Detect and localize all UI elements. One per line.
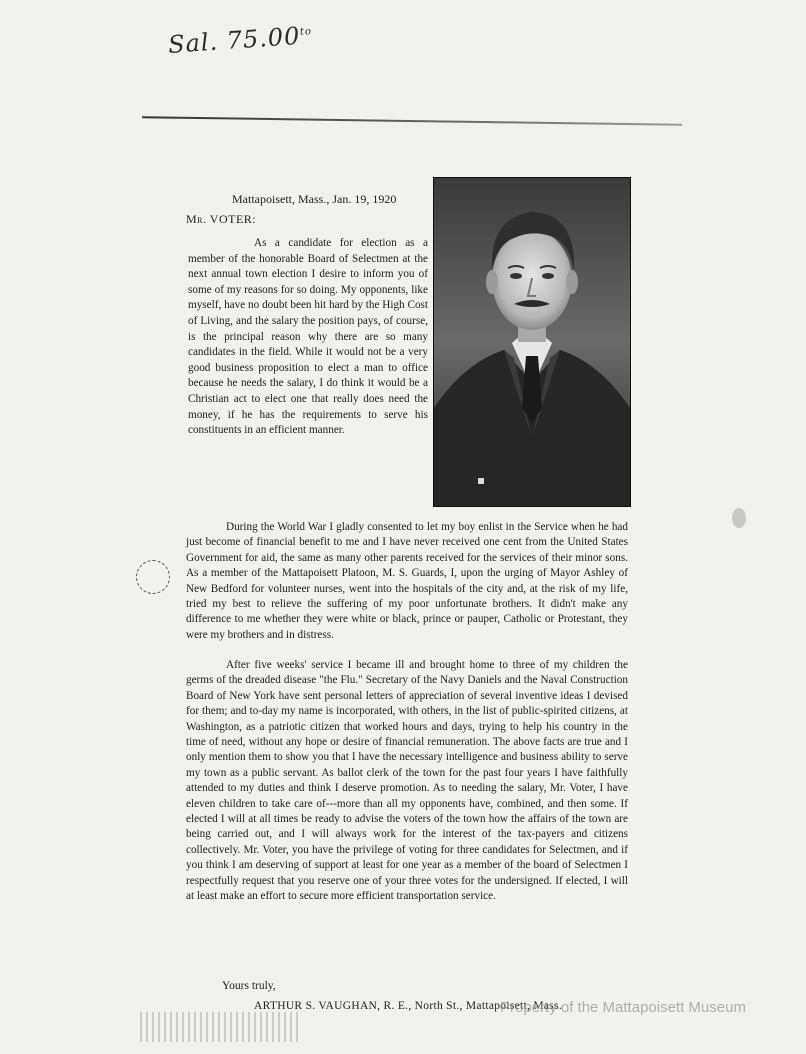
portrait-image <box>434 178 630 506</box>
candidate-portrait <box>433 177 631 507</box>
paragraph-qualifications: After five weeks' service I became ill and brought home to three of my children the germs of the dreaded disease "the Flu." Secretary of the Navy Daniels and the Naval Construction Board of New York have sent personal letters of appreciation of several inventive ideas I devised for them; and to-day my name is incorporated, with others, in the list of public-spirited citizens, at Washington, as a patriotic citizen that worked hours and days, trying to help his country in the time of need, without any hope or desire of financial remuneration. The above facts are true and I only mention them to show you that I have the necessary intelligence and business ability to serve my town as a public servant. As ballot clerk of the town for the past four years I have faithfully attended to my duties and think I deserve promotion. As to needing the salary, Mr. Voter, I have eleven children to take care of---more than all my opponents have, combined, and then some. If elected I will at all times be ready to advise the voters of the town how the affairs of the town are being carried out, and I will always work for the interest of the tax-payers and citizens collectively. Mr. Voter, you have the privilege of voting for three candidates for Selectmen, and if you think I am deserving of support at least for one year as a member of the board of Selectmen I respectfully request that you reserve one of your three votes for the undersigned. If elected, I will at least make an effort to secure more efficient transportation service. <box>186 659 628 903</box>
stain-spot <box>732 508 746 528</box>
handwritten-note: Sal. $75.00^{to}$ <box>167 21 313 60</box>
closing: Yours truly, <box>222 980 276 992</box>
note-superscript: to <box>299 25 313 38</box>
top-rule <box>142 116 682 126</box>
scan-artifact <box>140 1012 300 1042</box>
signature-line: ARTHUR S. VAUGHAN, R. E., North St., Mattapoisett, Mass. <box>254 1000 562 1012</box>
paragraph-war-service: During the World War I gladly consented to let my boy enlist in the Service when he had just become of financial benefit to me and I have never received one cent from the United States Government for aid, the same as many other parents received for the services of their minor sons. As a member of the Mattapoisett Platoon, M. S. Guards, I, upon the urging of Mayor Ashley of New Bedford for volunteer nurses, went into the hospitals of the city and, at the risk of my life, tried my best to relieve the suffering of my poor unfortunate brothers. It didn't make any difference to me whether they were white or black, prince or pauper, Catholic or Protestant, they were my brothers and in distress. <box>186 521 628 641</box>
intro-paragraph: As a candidate for election as a member of the honorable Board of Selectmen at the next annual town election I desire to inform you of some of my reasons for so doing. My opponents, like myself, have no doubt been hit hard by the High Cost of Living, and the salary the position pays, of course, is the principal reason why there are so many candidates in the field. While it would not be a very good business proposition to elect a man to office because he needs the salary, I do think it would be a Christian act to elect one that really does need the money, if he has the requirements to serve his constituents in an efficient manner. <box>188 237 428 437</box>
punch-hole-mark <box>136 560 170 594</box>
salutation: Mr. VOTER: <box>186 212 257 226</box>
museum-watermark: Property of the Mattapoisett Museum <box>500 999 746 1016</box>
dateline: Mattapoisett, Mass., Jan. 19, 1920 <box>232 192 397 206</box>
